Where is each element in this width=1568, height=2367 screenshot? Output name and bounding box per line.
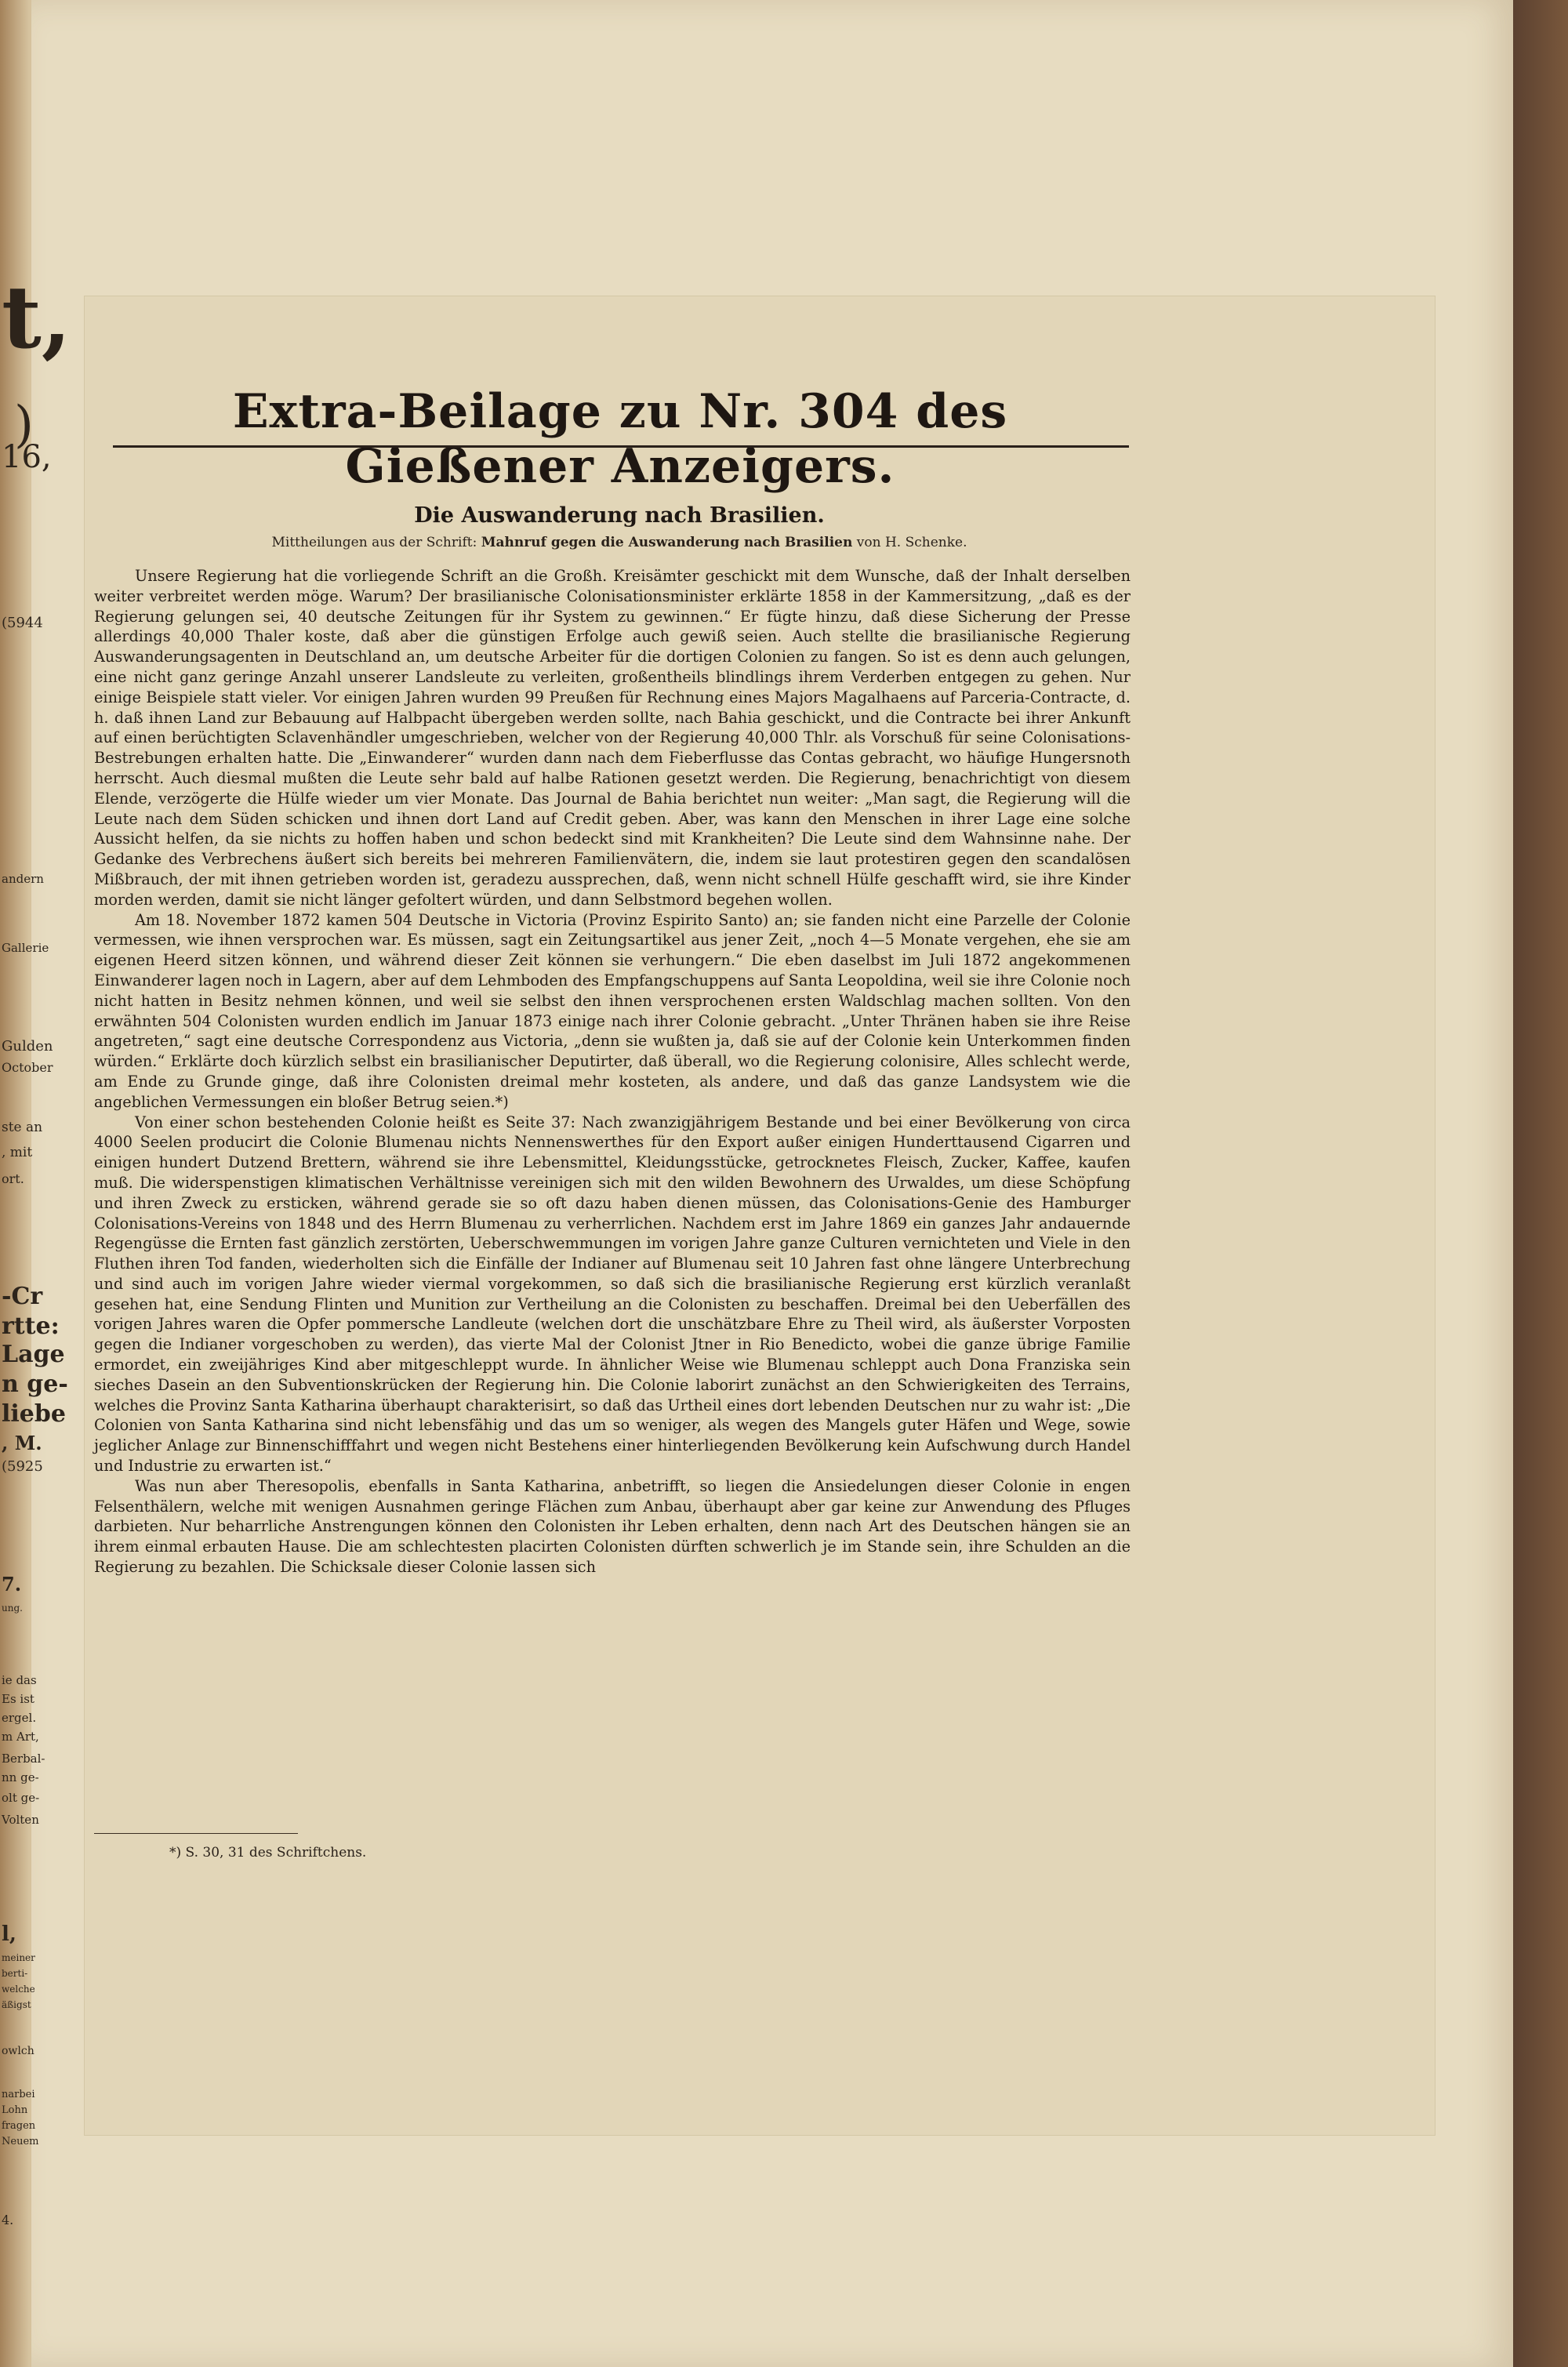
fragment-text: -Cr (2, 1283, 43, 1310)
article-subtitle (154, 535, 1085, 550)
page-edge-background (1513, 0, 1568, 2367)
fragment-text: n ge- (2, 1370, 68, 1398)
fragment-text: rtte: (2, 1312, 60, 1340)
masthead-rule (113, 445, 1129, 448)
fragment-text: Lohn (2, 2104, 28, 2116)
article-paragraph: Von einer schon bestehenden Colonie heißt es Seite 37: Nach zwanzigjährigem Bestande und bei einer Bevölkerung von circa 4000 Seelen producirt die Colonie Blumenau nichts Nennenswerthes für den Export außer einigen Hunderttausend Cigarren und einigen hundert Dutzend Brettern, während sie ihre Lebensmittel, Kleidungsstücke, getrocknetes Fleisch, Zucker, Kaffee, kaufen muß. Die widerspenstigen klimatischen Verhältnisse vereinigen sich mit den wilden Bewohnern des Urwaldes, um diese Schöpfung und ihren Zweck zu ersticken, während gerade sie so oft dazu haben dienen müssen, das Colonisations-Genie des Hamburger Colonisations-Vereins von 1848 und des Herrn Blumenau zu verherrlichen. Nachdem erst im Jahre 1869 ein ganzes Jahr andauernde Regengüsse die Ernten fast gänzlich zerstörten, Ueberschwemmungen im vorigen Jahre ganze Culturen vernichteten und Viele in den Fluthen ihren Tod fanden, wiederholten sich die Einfälle der Indianer auf Blumenau seit 10 Jahren fast ohne längere Unterbrechung und sind auch im vorigen Jahre wieder viermal vorgekommen, so daß sich die brasilianische Regierung erst kürzlich veranlaßt gesehen hat, eine Sendung Flinten und Munition zur Vertheilung an die Colonisten zu beschaffen. Dreimal bei den Ueberfällen des vorigen Jahres waren die Opfer pommersche Landleute (welchen dort die unschätzbare Ehre zu Theil wird, als äußerster Vorposten gegen die Indianer vorgeschoben zu werden), das vierte Mal der Colonist Jtner in Rio Benedicto, wobei die ganze übrige Familie ermordet, ein zweijähriges Kind aber mitgeschleppt wurde. In ähnlicher Weise wie Blumenau schleppt auch Dona Franziska sein sieches Dasein an den Subventionskrücken der Regierung hin. Die Colonie laborirt zunächst an den Schwierigkeiten des Terrains, welches die Provinz Santa Katharina überhaupt charakterisirt, so daß das Urtheil eines dort lebenden Deutschen nur zu wahr ist: „Die Colonien von Santa Katharina sind nicht lebensfähig und das um so weniger, als wegen des Mangels guter Häfen und Wege, sowie jeglicher Anlage zur Binnenschifffahrt und wegen nicht Bestehens einer hinterliegenden Bevölkerung kein Aufschwung durch Handel und Industrie zu erwarten ist.“ (94, 1113, 1131, 1476)
masthead-title: Extra-Beilage zu Nr. 304 des Gießener Anzeigers. (232, 384, 1008, 494)
fragment-text: m Art, (2, 1730, 39, 1744)
fragment-text: 7. (2, 1573, 22, 1596)
fragment-text: Neuem (2, 2136, 39, 2147)
fragment-text: owlch (2, 2045, 34, 2057)
fragment-text: meiner (2, 1952, 35, 1963)
fragment-text: ) (14, 396, 34, 454)
fragment-text: , mit (2, 1145, 33, 1160)
fragment-text: 4. (2, 2213, 14, 2227)
article-paragraph: Was nun aber Theresopolis, ebenfalls in Santa Katharina, anbetrifft, so liegen die Ansiedelungen dieser Colonie in engen Felsenthälern, welche mit wenigen Ausnahmen geringe Flächen zum Anbau, überhaupt aber gar keine zur Anwendung des Pfluges darbieten. Nur beharrliche Anstrengungen können den Colonisten ihr Leben erhalten, denn nach Art des Deutschen hängen sie an ihrem einmal erbauten Hause. Die am schlechtesten placirten Colonisten dürften schwerlich je im Stande sein, ihre Schulden an die Regierung zu bezahlen. Die Schicksale dieser Colonie lassen sich (94, 1476, 1131, 1577)
fragment-text: t, (2, 267, 72, 368)
fragment-text: ergel. (2, 1711, 37, 1725)
fragment-text: 16, (2, 439, 52, 475)
article-paragraph: Am 18. November 1872 kamen 504 Deutsche in Victoria (Provinz Espirito Santo) an; sie fanden nicht eine Parzelle der Colonie vermessen, wie ihnen versprochen war. Es müssen, sagt ein Zeitungsartikel aus jener Zeit, „noch 4—5 Monate vergehen, ehe sie am eigenen Heerd sitzen können, und während dieser Zeit können sie verhungern.“ Die eben daselbst im Juli 1872 angekommenen Einwanderer lagen noch in Lagern, aber auf dem Lehmboden des Empfangschuppens auf Santa Leopoldina, weil sie ihre Colonie noch nicht hatten in Besitz nehmen können, und weil sie selbst den ihnen versprochenen ersten Waldschlag machen sollten. Von den erwähnten 504 Colonisten wurden endlich im Januar 1873 einige nach ihrer Colonie gebracht. „Unter Thränen haben sie ihre Reise angetreten,“ sagt eine deutsche Correspondenz aus Victoria, „denn sie wußten ja, daß sie auf der Colonie kein Unterkommen finden würden.“ Erklärte doch kürzlich selbst ein brasilianischer Deputirter, daß überall, wo die Regierung colonisire, Alles schlecht werde, am Ende zu Grunde ginge, daß ihre Colonisten dreimal mehr kosteten, als andere, und daß das ganze Landsystem wie die angeblichen Vermessungen ein bloßer Betrug seien.*) (94, 910, 1131, 1111)
fragment-text: Lage (2, 1341, 65, 1368)
article-body (94, 566, 1131, 1577)
fragment-text: ste an (2, 1120, 43, 1135)
fragment-text: Es ist (2, 1692, 34, 1706)
fragment-text: ort. (2, 1171, 24, 1186)
article-paragraph: Unsere Regierung hat die vorliegende Schrift an die Großh. Kreisämter geschickt mit dem Wunsche, daß der Inhalt derselben weiter verbreitet werden möge. Warum? Der brasilianische Colonisationsminister erklärte 1858 in der Kammersitzung, „daß es der Regierung gelungen sei, 40 deutsche Zeitungen für ihr System zu gewinnen.“ Er fügte hinzu, daß diese Sicherung der Presse allerdings 40,000 Thaler koste, daß aber die günstigen Erfolge auch gewiß seien. Auch stellte die brasilianische Regierung Auswanderungsagenten in Deutschland an, um deutsche Arbeiter für die dortigen Colonien zu fangen. So ist es denn auch gelungen, eine nicht ganz geringe Anzahl unserer Landsleute zu verleiten, großentheils blindlings ihrem Verderben entgegen zu gehen. Nur einige Beispiele statt vieler. Vor einigen Jahren wurden 99 Preußen für Rechnung eines Majors Magalhaens auf Parceria-Contracte, d. h. daß ihnen Land zur Bebauung auf Halbpacht übergeben werden sollte, nach Bahia geschickt, und die Contracte bei ihrer Ankunft auf einen berüchtigten Sclavenhändler umgeschrieben, welcher von der Regierung 40,000 Thlr. als Vorschuß für seine Colonisations-Bestrebungen erhalten hatte. Die „Einwanderer“ wurden dann nach dem Fieberflusse das Contas gebracht, wo häufige Hungersnoth herrscht. Auch diesmal mußten die Leute sehr bald auf halbe Rationen gesetzt werden. Die Regierung, benachrichtigt von diesem Elende, verzögerte die Hülfe wieder um vier Monate. Das Journal de Bahia berichtet nun weiter: „Man sagt, die Regierung will die Leute nach dem Süden schicken und ihnen dort Land auf Credit geben. Aber, was kann den Menschen in ihrer Lage eine solche Aussicht helfen, da sie nichts zu hoffen haben und schon bedeckt sind mit Krankheiten? Die Leute sind dem Wahnsinne nahe. Der Gedanke des Verbrechens äußert sich bereits bei mehreren Familienvätern, die, indem sie laut protestiren gegen den scandalösen Mißbrauch, der mit ihnen getrieben worden ist, geradezu aussprechen, daß, wenn nicht schnell Hülfe geschafft wird, sie ihre Kinder morden werden, damit sie nicht länger gefoltert würden, und dann Selbstmord begehen wollen. (94, 567, 1131, 909)
fragment-text: äßigst (2, 1999, 31, 2010)
footnote-rule (94, 1833, 298, 1834)
footnote: *) S. 30, 31 des Schriftchens. (169, 1845, 367, 1861)
fragment-text: narbei (2, 2089, 35, 2100)
fragment-text: October (2, 1060, 53, 1075)
fragment-text: Berbal- (2, 1752, 45, 1766)
fragment-text: (5944 (2, 615, 43, 631)
fragment-text: l, (2, 1922, 16, 1946)
fragment-text: liebe (2, 1400, 66, 1428)
fragment-text: olt ge- (2, 1791, 40, 1805)
fragment-text: fragen (2, 2120, 36, 2132)
subtitle-lead: Mittheilungen aus der Schrift: (271, 535, 477, 550)
article-title: Die Auswanderung nach Brasilien. (414, 503, 825, 528)
fragment-text: (5925 (2, 1458, 43, 1475)
fragment-text: Gulden (2, 1038, 53, 1055)
fragment-text: Volten (2, 1813, 39, 1827)
fragment-text: , M. (2, 1432, 42, 1454)
fragment-text: nn ge- (2, 1770, 39, 1784)
adjacent-page-fragments (0, 0, 72, 2367)
fragment-text: ie das (2, 1673, 37, 1687)
fragment-text: andern (2, 872, 44, 886)
fragment-text: berti- (2, 1968, 28, 1979)
fragment-text: welche (2, 1984, 35, 1995)
fragment-text: ung. (2, 1603, 23, 1614)
fragment-text: Gallerie (2, 941, 49, 955)
subtitle-author: von H. Schenke. (856, 535, 967, 550)
subtitle-source-title: Mahnruf gegen die Auswanderung nach Brasilien (481, 535, 853, 550)
